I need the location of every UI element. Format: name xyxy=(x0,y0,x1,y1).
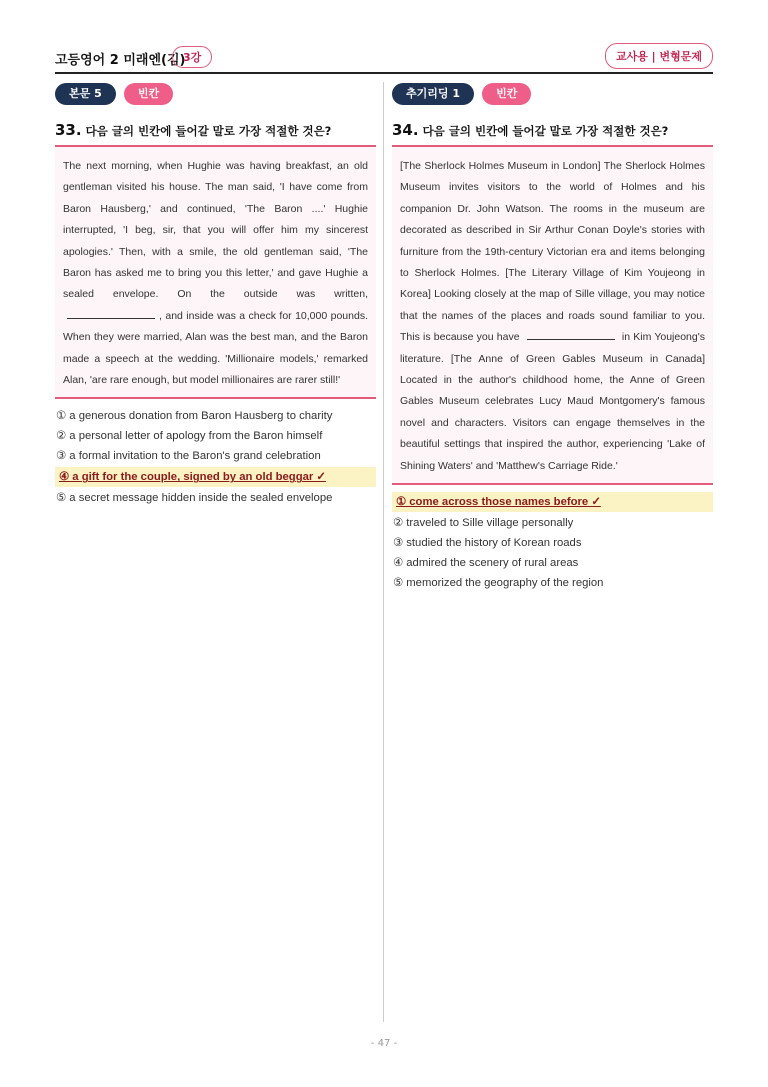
question-34-column xyxy=(392,82,713,593)
question-tags xyxy=(392,82,713,106)
choice-5[interactable]: ⑤ memorized the geography of the region xyxy=(393,577,604,590)
choice-4-correct[interactable]: ④ a gift for the couple, signed by an old beggar ✓ xyxy=(55,467,376,487)
source-tag: 추기리딩 1 xyxy=(392,83,474,105)
type-tag: 빈칸 xyxy=(124,83,173,105)
choice-4[interactable]: ④ admired the scenery of rural areas xyxy=(393,557,579,570)
book-title: 고등영어 2 미래엔(김) xyxy=(55,53,186,68)
type-tag: 빈칸 xyxy=(482,83,531,105)
question-tags xyxy=(55,82,376,106)
passage xyxy=(392,147,713,483)
page-header xyxy=(55,43,713,75)
choice-2[interactable]: ② a personal letter of apology from the Baron himself xyxy=(56,430,323,443)
choice-3[interactable]: ③ a formal invitation to the Baron's grand celebration xyxy=(56,450,321,463)
passage-rule xyxy=(392,483,713,485)
page-number: - 47 - xyxy=(370,1038,398,1049)
answer-choices xyxy=(392,492,713,593)
choice-1[interactable]: ① a generous donation from Baron Hausberg to charity xyxy=(56,410,333,423)
passage-text-before: The next morning, when Hughie was having breakfast, an old gentleman visited his house. The man said, 'I have come from Baron Hausberg,' and continued, 'The Baron ....' Hughie interrupted, 'I beg, sir, that you will offer him my sincerest apologies.' Then, with a smile, the old gentleman said, 'The Baron has asked me to bring you this letter,' and gave Hughie a sealed envelope. On the outside was written, xyxy=(63,160,368,301)
answer-blank xyxy=(67,308,155,319)
passage-rule xyxy=(55,397,376,399)
choice-3[interactable]: ③ studied the history of Korean roads xyxy=(393,537,582,550)
header-rule xyxy=(55,72,713,74)
question-33-column xyxy=(55,82,376,508)
question-number: 33. xyxy=(55,121,82,139)
question-title xyxy=(392,121,713,139)
question-prompt: 다음 글의 빈칸에 들어갈 말로 가장 적절한 것은? xyxy=(85,124,332,138)
choice-2[interactable]: ② traveled to Sille village personally xyxy=(393,517,574,530)
passage xyxy=(55,147,376,397)
answer-blank xyxy=(527,329,615,340)
source-tag: 본문 5 xyxy=(55,83,116,105)
passage-text-before: [The Sherlock Holmes Museum in London] The Sherlock Holmes Museum invites visitors to the world of Holmes and his companion Dr. John Watson. The rooms in the museum are decorated as described in Sir Arthur Conan Doyle's stories with furniture from the 19th-century Victorian era and items belonging to Sherlock Holmes. [The Literary Village of Kim Youjeong in Korea] Looking closely at the map of Sille village, you may notice that the names of the places and roads sound familiar to you. This is because you have xyxy=(400,160,705,344)
column-divider xyxy=(383,82,384,1022)
lesson-badge: 3강 xyxy=(172,46,212,68)
question-number: 34. xyxy=(392,121,419,139)
answer-choices xyxy=(55,406,376,508)
choice-5[interactable]: ⑤ a secret message hidden inside the sealed envelope xyxy=(56,492,333,505)
passage-text-after: , and inside was a check for 10,000 pounds. When they were married, Alan was the best man, and the Baron made a speech at the wedding. 'Millionaire models,' remarked Alan, 'are rare enough, but model millionaires are rarer still!' xyxy=(63,309,368,387)
passage-text-after: in Kim Youjeong's literature. [The Anne of Green Gables Museum in Canada] Located in the author's childhood home, the Anne of Green Gables Museum celebrates Lucy Maud Montgomery's famous novel and characters. Visitors can engage themselves in the beautiful settings that inspired the author, experiencing 'Lake of Shining Waters' and 'Matthew's Carriage Ride.' xyxy=(400,331,705,472)
question-title xyxy=(55,121,376,139)
choice-1-correct[interactable]: ① come across those names before ✓ xyxy=(392,492,713,512)
teacher-edition-badge: 교사용 | 변형문제 xyxy=(605,43,713,69)
question-prompt: 다음 글의 빈칸에 들어갈 말로 가장 적절한 것은? xyxy=(422,124,669,138)
